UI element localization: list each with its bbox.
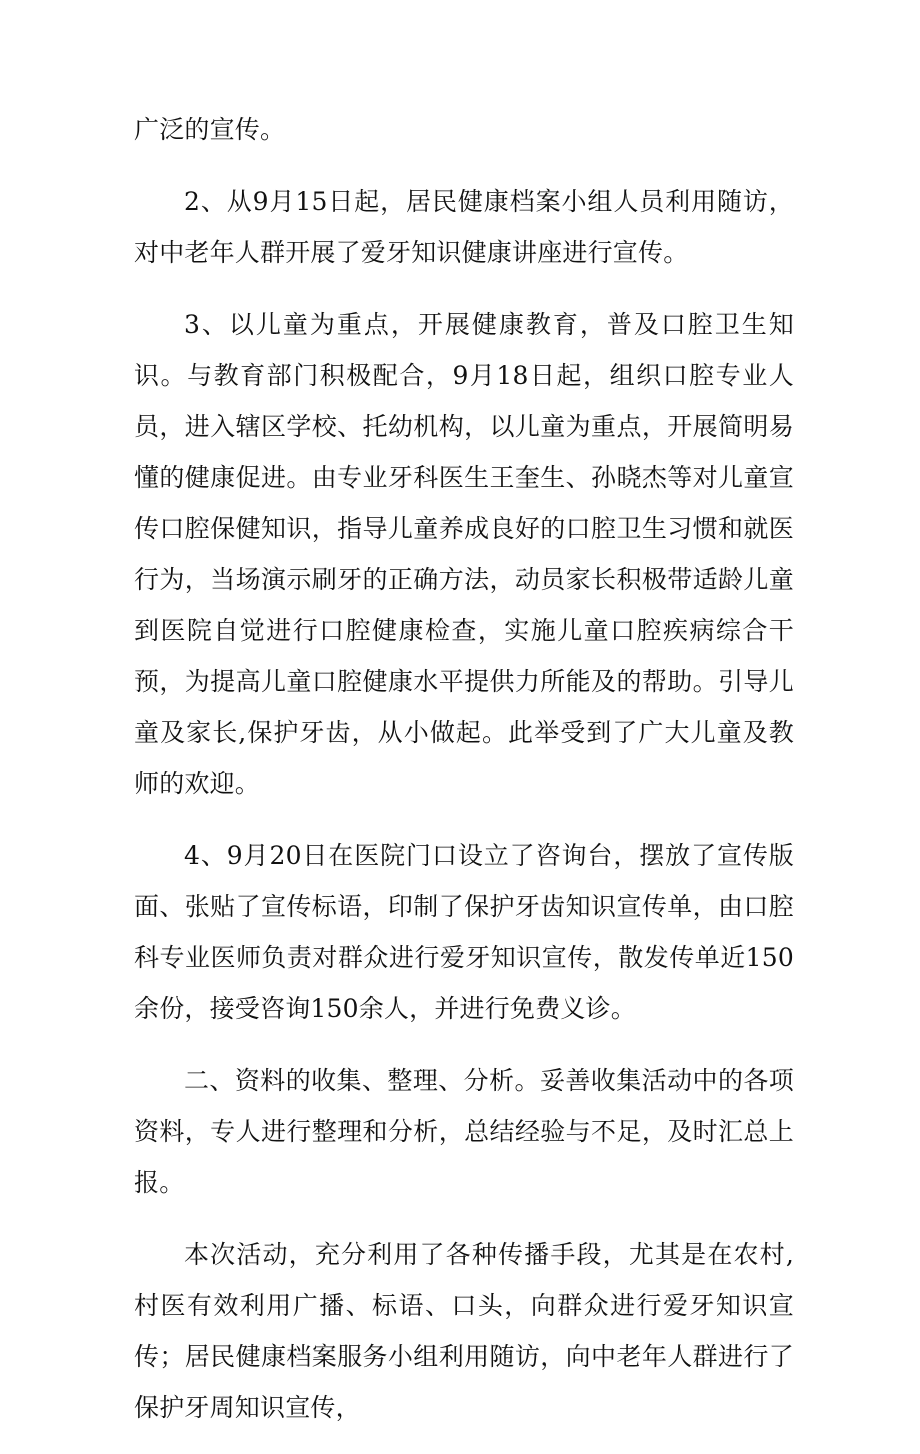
- paragraph-continuation: 广泛的宣传。: [134, 115, 286, 144]
- paragraph-summary: 本次活动，充分利用了各种传播手段，尤其是在农村,村医有效利用广播、标语、口头，向群众进行爱牙知识宣传；居民健康档案服务小组利用随访，向中老年人群进行了保护牙周知识宣传，: [134, 1240, 794, 1422]
- paragraph-item-3: 3、以儿童为重点，开展健康教育，普及口腔卫生知识。与教育部门积极配合，9月18日起，组织口腔专业人员，进入辖区学校、托幼机构，以儿童为重点，开展简明易懂的健康促进。由专业牙科医生王奎生、孙晓杰等对儿童宣传口腔保健知识，指导儿童养成良好的口腔卫生习惯和就医行为，当场演示刷牙的正确方法，动员家长积极带适龄儿童到医院自觉进行口腔健康检查，实施儿童口腔疾病综合干预，为提高儿童口腔健康水平提供力所能及的帮助。引导儿童及家长,保护牙齿，从小做起。此举受到了广大儿童及教师的欢迎。: [134, 310, 794, 798]
- paragraph-item-4: 4、9月20日在医院门口设立了咨询台，摆放了宣传版面、张贴了宣传标语，印制了保护牙齿知识宣传单，由口腔科专业医师负责对群众进行爱牙知识宣传，散发传单近150余份，接受咨询150余人，并进行免费义诊。: [134, 841, 794, 1023]
- paragraph-item-2: 2、从9月15日起，居民健康档案小组人员利用随访，对中老年人群开展了爱牙知识健康讲座进行宣传。: [134, 187, 794, 267]
- paragraph-section-two: 二、资料的收集、整理、分析。妥善收集活动中的各项资料，专人进行整理和分析，总结经验与不足，及时汇总上报。: [134, 1066, 794, 1197]
- document-page: [134, 104, 794, 1454]
